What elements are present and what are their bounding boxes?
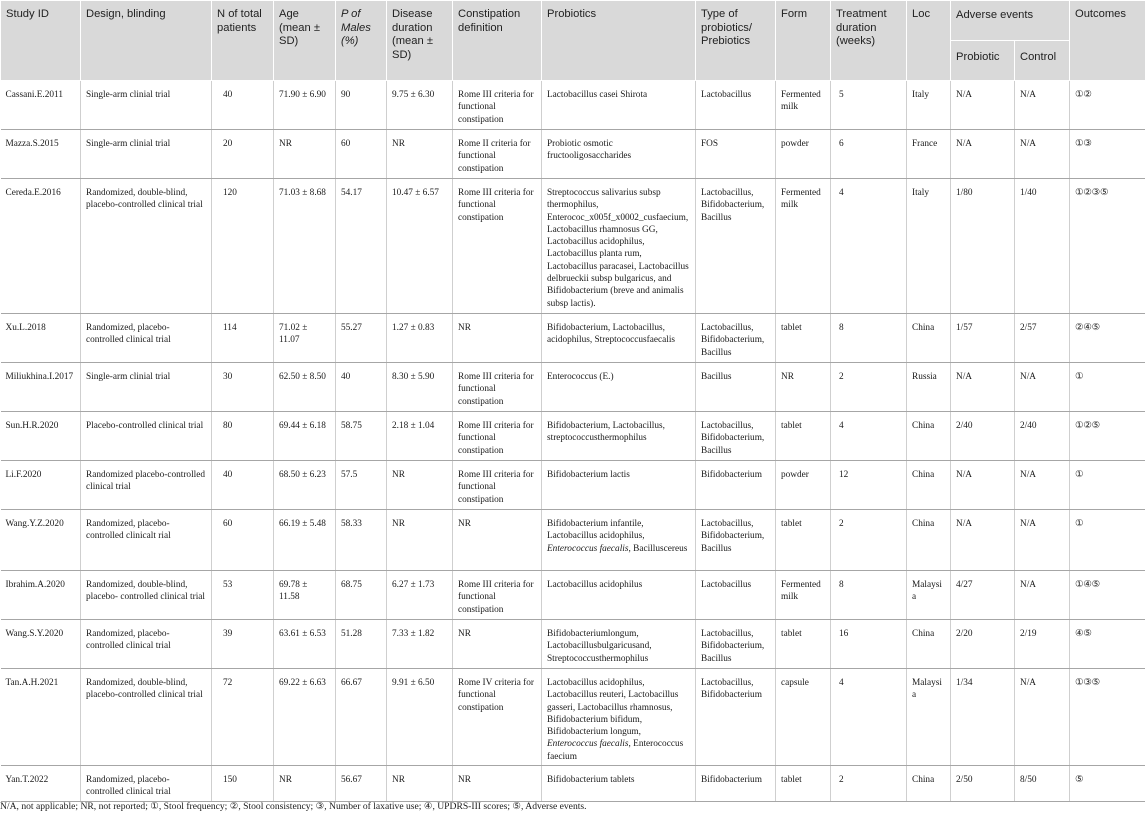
cell-ae-probiotic: N/A	[951, 130, 1015, 179]
table-row	[1, 571, 1145, 620]
cell-design: Randomized, placebo-controlled clinicalt rial	[81, 510, 212, 571]
cell-disease-duration: 1.27 ± 0.83	[387, 314, 453, 363]
table-row	[1, 314, 1145, 363]
cell-outcomes: ①③	[1070, 130, 1145, 179]
cell-outcomes: ①	[1070, 461, 1145, 510]
cell-probiotics: Streptococcus salivarius subsp thermophilus, Enterococ_x005f_x0002_cusfaecium, Lactobacillus rhamnosus GG, Lactobacillus acidophilus, Lactobacillus planta rum, Lactobacillus paracasei, Lactobacillus delbrueckii subsp bulgaricus, and Bifidobacterium (breve and animalis subsp lactis).	[542, 179, 696, 314]
cell-ae-probiotic: 4/27	[951, 571, 1015, 620]
cell-ae-control: N/A	[1015, 130, 1070, 179]
cell-n-patients: 114	[212, 314, 274, 363]
cell-treatment-duration: 6	[831, 130, 907, 179]
header-treatment-duration: Treatment duration (weeks)	[831, 1, 907, 81]
header-type: Type of probiotics/ Prebiotics	[696, 1, 776, 81]
cell-study-id: Tan.A.H.2021	[1, 669, 81, 766]
cell-form: Fermented milk	[776, 179, 831, 314]
cell-design: Randomized, placebo-controlled clinical trial	[81, 620, 212, 669]
cell-pct-males: 58.33	[336, 510, 387, 571]
cell-n-patients: 150	[212, 766, 274, 802]
cell-pct-males: 40	[336, 363, 387, 412]
cell-study-id: Sun.H.R.2020	[1, 412, 81, 461]
cell-pct-males: 56.67	[336, 766, 387, 802]
cell-age: 66.19 ± 5.48	[274, 510, 336, 571]
cell-design: Randomized, double-blind, placebo- controlled clinical trial	[81, 571, 212, 620]
cell-probiotics: Bifidobacterium lactis	[542, 461, 696, 510]
cell-design: Randomized, double-blind, placebo-controlled clinical trial	[81, 179, 212, 314]
cell-loc: Italy	[907, 179, 951, 314]
cell-form: tablet	[776, 314, 831, 363]
cell-study-id: Yan.T.2022	[1, 766, 81, 802]
cell-age: 68.50 ± 6.23	[274, 461, 336, 510]
header-age: Age (mean ± SD)	[274, 1, 336, 81]
cell-n-patients: 120	[212, 179, 274, 314]
cell-form: Fermented milk	[776, 81, 831, 130]
cell-type: Bifidobacterium	[696, 461, 776, 510]
cell-constipation-definition: NR	[453, 620, 542, 669]
cell-pct-males: 54.17	[336, 179, 387, 314]
cell-disease-duration: 9.75 ± 6.30	[387, 81, 453, 130]
cell-age: 69.22 ± 6.63	[274, 669, 336, 766]
cell-study-id: Wang.Y.Z.2020	[1, 510, 81, 571]
cell-disease-duration: 10.47 ± 6.57	[387, 179, 453, 314]
cell-type: FOS	[696, 130, 776, 179]
cell-design: Single-arm clinial trial	[81, 81, 212, 130]
table-row	[1, 669, 1145, 766]
cell-outcomes: ①③⑤	[1070, 669, 1145, 766]
cell-pct-males: 68.75	[336, 571, 387, 620]
cell-outcomes: ①②③⑤	[1070, 179, 1145, 314]
table-row	[1, 620, 1145, 669]
header-disease-duration: Disease duration (mean ± SD)	[387, 1, 453, 81]
cell-treatment-duration: 8	[831, 314, 907, 363]
header-adverse-control: Control	[1015, 41, 1070, 81]
cell-n-patients: 30	[212, 363, 274, 412]
cell-form: Fermented milk	[776, 571, 831, 620]
cell-loc: China	[907, 766, 951, 802]
cell-ae-probiotic: 2/40	[951, 412, 1015, 461]
cell-ae-control: N/A	[1015, 510, 1070, 571]
cell-probiotics	[542, 510, 696, 571]
table-row	[1, 766, 1145, 802]
cell-age: NR	[274, 130, 336, 179]
cell-probiotics	[542, 669, 696, 766]
cell-study-id: Cereda.E.2016	[1, 179, 81, 314]
cell-ae-control: 2/19	[1015, 620, 1070, 669]
table-row	[1, 81, 1145, 130]
cell-age: 71.03 ± 8.68	[274, 179, 336, 314]
cell-ae-control: N/A	[1015, 363, 1070, 412]
cell-n-patients: 39	[212, 620, 274, 669]
cell-outcomes: ⑤	[1070, 766, 1145, 802]
cell-design: Randomized, placebo-controlled clinical trial	[81, 314, 212, 363]
header-form: Form	[776, 1, 831, 81]
cell-loc: Malaysia	[907, 669, 951, 766]
cell-ae-probiotic: N/A	[951, 81, 1015, 130]
cell-disease-duration: NR	[387, 461, 453, 510]
cell-constipation-definition: Rome II criteria for functional constipation	[453, 130, 542, 179]
cell-disease-duration: 9.91 ± 6.50	[387, 669, 453, 766]
cell-form: powder	[776, 461, 831, 510]
cell-pct-males: 90	[336, 81, 387, 130]
cell-ae-probiotic: N/A	[951, 461, 1015, 510]
cell-ae-probiotic: N/A	[951, 510, 1015, 571]
cell-n-patients: 20	[212, 130, 274, 179]
cell-n-patients: 80	[212, 412, 274, 461]
cell-loc: France	[907, 130, 951, 179]
cell-ae-control: N/A	[1015, 461, 1070, 510]
table-row	[1, 130, 1145, 179]
cell-constipation-definition: NR	[453, 766, 542, 802]
cell-design: Randomized, placebo-controlled clinical trial	[81, 766, 212, 802]
cell-probiotics: Bifidobacterium, Lactobacillus, acidophilus, Streptococcusfaecalis	[542, 314, 696, 363]
cell-age: 71.90 ± 6.90	[274, 81, 336, 130]
cell-loc: China	[907, 412, 951, 461]
cell-outcomes: ①	[1070, 510, 1145, 571]
cell-type: Lactobacillus	[696, 571, 776, 620]
cell-ae-probiotic: 1/57	[951, 314, 1015, 363]
cell-constipation-definition: Rome III criteria for functional constipation	[453, 179, 542, 314]
cell-age: 62.50 ± 8.50	[274, 363, 336, 412]
cell-age: 69.78 ± 11.58	[274, 571, 336, 620]
table-row	[1, 510, 1145, 571]
table-row	[1, 412, 1145, 461]
cell-ae-control: N/A	[1015, 81, 1070, 130]
cell-form: capsule	[776, 669, 831, 766]
cell-probiotics: Lactobacillus acidophilus	[542, 571, 696, 620]
header-adverse-probiotic: Probiotic	[951, 41, 1015, 81]
cell-disease-duration: 6.27 ± 1.73	[387, 571, 453, 620]
cell-ae-control: N/A	[1015, 669, 1070, 766]
header-loc: Loc	[907, 1, 951, 81]
cell-probiotics: Probiotic osmotic fructooligosaccharides	[542, 130, 696, 179]
cell-design: Single-arm clinial trial	[81, 130, 212, 179]
header-n-patients: N of total patients	[212, 1, 274, 81]
cell-loc: China	[907, 620, 951, 669]
cell-ae-control: 8/50	[1015, 766, 1070, 802]
cell-treatment-duration: 4	[831, 669, 907, 766]
table-row	[1, 461, 1145, 510]
cell-disease-duration: 7.33 ± 1.82	[387, 620, 453, 669]
cell-treatment-duration: 16	[831, 620, 907, 669]
cell-constipation-definition: Rome III criteria for functional constipation	[453, 81, 542, 130]
cell-probiotics: Bifidobacterium, Lactobacillus, streptococcusthermophilus	[542, 412, 696, 461]
cell-outcomes: ①	[1070, 363, 1145, 412]
cell-form: powder	[776, 130, 831, 179]
probiotic-species-italic: Enterococcus faecalis	[547, 739, 629, 750]
cell-loc: China	[907, 510, 951, 571]
probiotic-text: Bifidobacterium infantile, Lactobacillus acidophilus,	[547, 519, 645, 542]
cell-constipation-definition: Rome III criteria for functional constipation	[453, 571, 542, 620]
cell-pct-males: 58.75	[336, 412, 387, 461]
cell-form: tablet	[776, 620, 831, 669]
cell-loc: China	[907, 461, 951, 510]
cell-pct-males: 66.67	[336, 669, 387, 766]
cell-form: tablet	[776, 412, 831, 461]
cell-pct-males: 55.27	[336, 314, 387, 363]
cell-probiotics: Bifidobacterium tablets	[542, 766, 696, 802]
cell-ae-probiotic: 1/34	[951, 669, 1015, 766]
cell-ae-control: 2/40	[1015, 412, 1070, 461]
cell-outcomes: ②④⑤	[1070, 314, 1145, 363]
header-probiotics: Probiotics	[542, 1, 696, 81]
cell-probiotics: Bifidobacteriumlongum, Lactobacillusbulgaricusand, Streptococcusthermophilus	[542, 620, 696, 669]
cell-ae-control: 2/57	[1015, 314, 1070, 363]
cell-treatment-duration: 2	[831, 510, 907, 571]
cell-study-id: Wang.S.Y.2020	[1, 620, 81, 669]
cell-ae-probiotic: 2/20	[951, 620, 1015, 669]
cell-study-id: Cassani.E.2011	[1, 81, 81, 130]
cell-loc: China	[907, 314, 951, 363]
cell-ae-probiotic: 2/50	[951, 766, 1015, 802]
cell-outcomes: ①②	[1070, 81, 1145, 130]
cell-type: Lactobacillus, Bifidobacterium	[696, 669, 776, 766]
cell-study-id: Miliukhina.I.2017	[1, 363, 81, 412]
header-constipation-definition: Constipation definition	[453, 1, 542, 81]
cell-study-id: Li.F.2020	[1, 461, 81, 510]
cell-ae-probiotic: N/A	[951, 363, 1015, 412]
cell-n-patients: 60	[212, 510, 274, 571]
probiotic-text: , Enterococcus faecium	[547, 739, 684, 762]
cell-study-id: Ibrahim.A.2020	[1, 571, 81, 620]
cell-constipation-definition: Rome III criteria for functional constipation	[453, 461, 542, 510]
cell-treatment-duration: 5	[831, 81, 907, 130]
cell-pct-males: 51.28	[336, 620, 387, 669]
cell-constipation-definition: NR	[453, 510, 542, 571]
cell-n-patients: 40	[212, 81, 274, 130]
cell-n-patients: 40	[212, 461, 274, 510]
cell-age: 71.02 ± 11.07	[274, 314, 336, 363]
cell-outcomes: ④⑤	[1070, 620, 1145, 669]
cell-design: Single-arm clinial trial	[81, 363, 212, 412]
cell-study-id: Mazza.S.2015	[1, 130, 81, 179]
cell-disease-duration: NR	[387, 130, 453, 179]
cell-constipation-definition: Rome III criteria for functional constipation	[453, 412, 542, 461]
cell-loc: Italy	[907, 81, 951, 130]
cell-constipation-definition: NR	[453, 314, 542, 363]
cell-disease-duration: 2.18 ± 1.04	[387, 412, 453, 461]
cell-design: Randomized placebo-controlled clinical trial	[81, 461, 212, 510]
cell-age: NR	[274, 766, 336, 802]
cell-treatment-duration: 4	[831, 412, 907, 461]
cell-outcomes: ①④⑤	[1070, 571, 1145, 620]
cell-disease-duration: NR	[387, 766, 453, 802]
cell-type: Lactobacillus, Bifidobacterium, Bacillus	[696, 314, 776, 363]
cell-outcomes: ①②⑤	[1070, 412, 1145, 461]
cell-age: 69.44 ± 6.18	[274, 412, 336, 461]
cell-treatment-duration: 4	[831, 179, 907, 314]
table-footnote: N/A, not applicable; NR, not reported; ①, Stool frequency; ②, Stool consistency; ③, Number of laxative use; ④, UPDRS-III scores; ⑤, Adverse events.	[0, 801, 587, 812]
probiotic-text: , Bacilluscereus	[628, 543, 688, 554]
cell-n-patients: 72	[212, 669, 274, 766]
header-design: Design, blinding	[81, 1, 212, 81]
cell-constipation-definition: Rome III criteria for functional constipation	[453, 363, 542, 412]
cell-age: 63.61 ± 6.53	[274, 620, 336, 669]
cell-disease-duration: 8.30 ± 5.90	[387, 363, 453, 412]
cell-study-id: Xu.L.2018	[1, 314, 81, 363]
cell-pct-males: 60	[336, 130, 387, 179]
cell-pct-males: 57.5	[336, 461, 387, 510]
cell-treatment-duration: 2	[831, 363, 907, 412]
cell-form: tablet	[776, 510, 831, 571]
cell-type: Lactobacillus, Bifidobacterium, Bacillus	[696, 412, 776, 461]
cell-treatment-duration: 8	[831, 571, 907, 620]
cell-treatment-duration: 2	[831, 766, 907, 802]
header-adverse-events: Adverse events	[951, 1, 1070, 41]
cell-design: Placebo-controlled clinical trial	[81, 412, 212, 461]
cell-type: Lactobacillus, Bifidobacterium, Bacillus	[696, 510, 776, 571]
cell-type: Lactobacillus, Bifidobacterium, Bacillus	[696, 620, 776, 669]
header-pct-males: P of Males (%)	[336, 1, 387, 81]
cell-form: tablet	[776, 766, 831, 802]
cell-probiotics: Enterococcus (E.)	[542, 363, 696, 412]
cell-ae-control: 1/40	[1015, 179, 1070, 314]
header-study-id: Study ID	[1, 1, 81, 81]
cell-ae-control: N/A	[1015, 571, 1070, 620]
cell-constipation-definition: Rome IV criteria for functional constipation	[453, 669, 542, 766]
cell-loc: Russia	[907, 363, 951, 412]
cell-type: Bifidobacterium	[696, 766, 776, 802]
cell-treatment-duration: 12	[831, 461, 907, 510]
header-outcomes: Outcomes	[1070, 1, 1145, 81]
cell-ae-probiotic: 1/80	[951, 179, 1015, 314]
cell-n-patients: 53	[212, 571, 274, 620]
probiotic-text: Lactobacillus acidophilus, Lactobacillus reuteri, Lactobacillus gasseri, Lactobacillus rhamnosus, Bifidobacterium bifidum, Bifidobacterium longum,	[547, 678, 679, 738]
cell-disease-duration: NR	[387, 510, 453, 571]
table-body	[1, 81, 1145, 802]
cell-type: Bacillus	[696, 363, 776, 412]
cell-type: Lactobacillus	[696, 81, 776, 130]
table-row	[1, 363, 1145, 412]
cell-loc: Malaysia	[907, 571, 951, 620]
probiotic-species-italic: Enterococcus faecalis	[547, 543, 629, 554]
cell-design: Randomized, double-blind, placebo-controlled clinical trial	[81, 669, 212, 766]
table-row	[1, 179, 1145, 314]
cell-probiotics: Lactobacillus casei Shirota	[542, 81, 696, 130]
cell-type: Lactobacillus, Bifidobacterium, Bacillus	[696, 179, 776, 314]
cell-form: NR	[776, 363, 831, 412]
